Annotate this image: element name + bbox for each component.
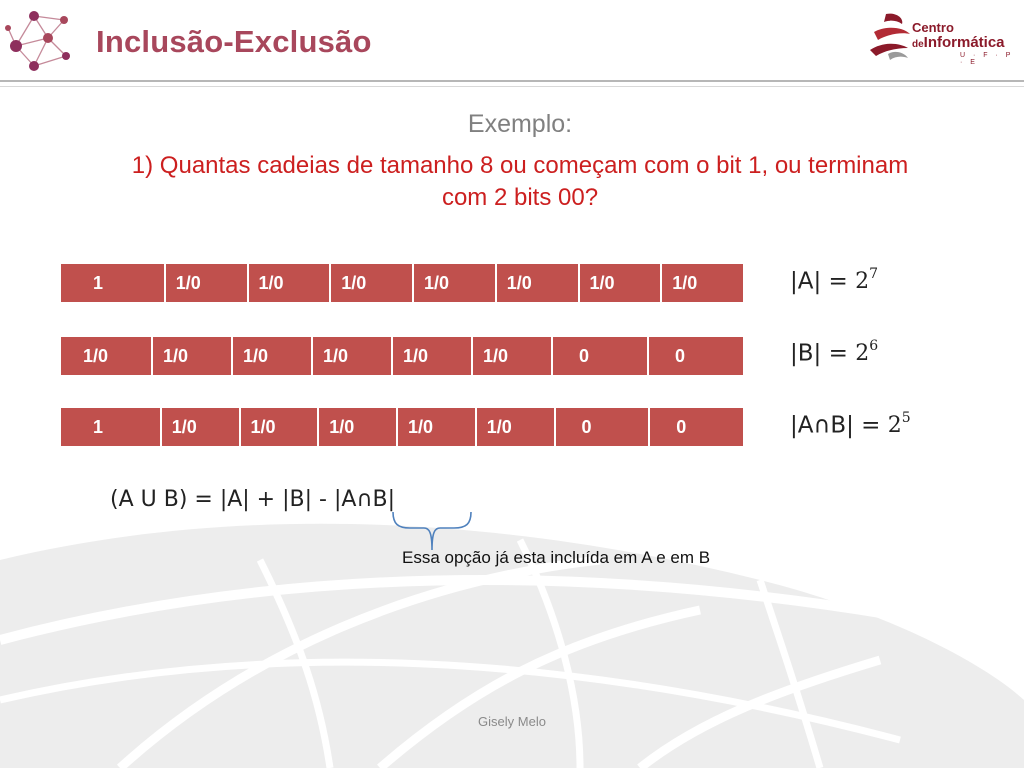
bit-cell: 1/0 [497, 264, 580, 302]
logo-text-informatica-word: Informática [923, 34, 1005, 51]
power-expression [855, 338, 879, 367]
bit-cell: 1/0 [414, 264, 497, 302]
power-base: 2 [887, 413, 902, 439]
centro-informatica-logo [868, 10, 1016, 66]
bit-cell: 1/0 [61, 337, 153, 375]
bit-cell: 0 [650, 408, 743, 446]
bit-cell: 1/0 [473, 337, 553, 375]
bit-cell: 1/0 [319, 408, 398, 446]
cardinality-b [790, 340, 878, 366]
slide-title: Inclusão-Exclusão [96, 24, 372, 59]
underbrace-icon [392, 510, 472, 552]
cardinality-label: |B| [790, 340, 822, 367]
bit-cell: 1/0 [162, 408, 241, 446]
power-expression [855, 266, 879, 295]
equals-sign: = [853, 412, 888, 439]
network-logo-icon [4, 8, 72, 72]
bit-cell: 1/0 [233, 337, 313, 375]
equals-sign: = [821, 268, 856, 295]
cardinality-label: |A| [790, 268, 822, 295]
header-divider [0, 80, 1024, 82]
bit-cell: 1/0 [331, 264, 414, 302]
equals-sign: = [821, 340, 856, 367]
header-divider-thin [0, 86, 1024, 87]
cardinality-label: |A∩B| [790, 412, 854, 439]
cardinality-a [790, 268, 878, 294]
example-heading: Exemplo: [467, 110, 573, 138]
bit-cell: 1/0 [153, 337, 233, 375]
power-expression [887, 410, 911, 439]
cin-emblem-icon [868, 10, 916, 66]
bit-cell: 1/0 [166, 264, 249, 302]
question-text: 1) Quantas cadeias de tamanho 8 ou começam com o bit 1, ou terminam com 2 bits 00? [131, 152, 909, 211]
logo-text-centro: Centro [912, 20, 954, 35]
logo-text-informatica [912, 34, 1005, 51]
power-base: 2 [855, 341, 870, 367]
footer-author: Gisely Melo [478, 714, 546, 729]
bit-cell: 0 [649, 337, 743, 375]
bit-row-a [61, 264, 743, 302]
bit-cell: 1 [61, 408, 162, 446]
bit-cell: 1/0 [249, 264, 332, 302]
power-exponent: 5 [901, 410, 911, 426]
logo-text-de: de [912, 39, 924, 50]
cardinality-a-and-b [790, 412, 911, 438]
bit-cell: 1/0 [580, 264, 663, 302]
bit-cell: 1/0 [393, 337, 473, 375]
bit-row-a-and-b [61, 408, 743, 446]
bit-cell: 0 [556, 408, 651, 446]
union-formula: (A U B) = |A| + |B| - |A∩B| [110, 487, 396, 512]
power-exponent: 6 [869, 338, 879, 354]
bit-cell: 1/0 [241, 408, 320, 446]
bit-cell: 1/0 [477, 408, 556, 446]
bit-cell: 1/0 [313, 337, 393, 375]
bit-cell: 1/0 [662, 264, 743, 302]
bit-cell: 1 [61, 264, 166, 302]
bit-cell: 0 [553, 337, 649, 375]
bit-row-b [61, 337, 743, 375]
bit-cell: 1/0 [398, 408, 477, 446]
power-base: 2 [855, 269, 870, 295]
power-exponent: 7 [869, 266, 879, 282]
note-text: Essa opção já esta incluída em A e em B [402, 548, 711, 567]
logo-text-ufpe: U · F · P · E [960, 52, 1014, 66]
